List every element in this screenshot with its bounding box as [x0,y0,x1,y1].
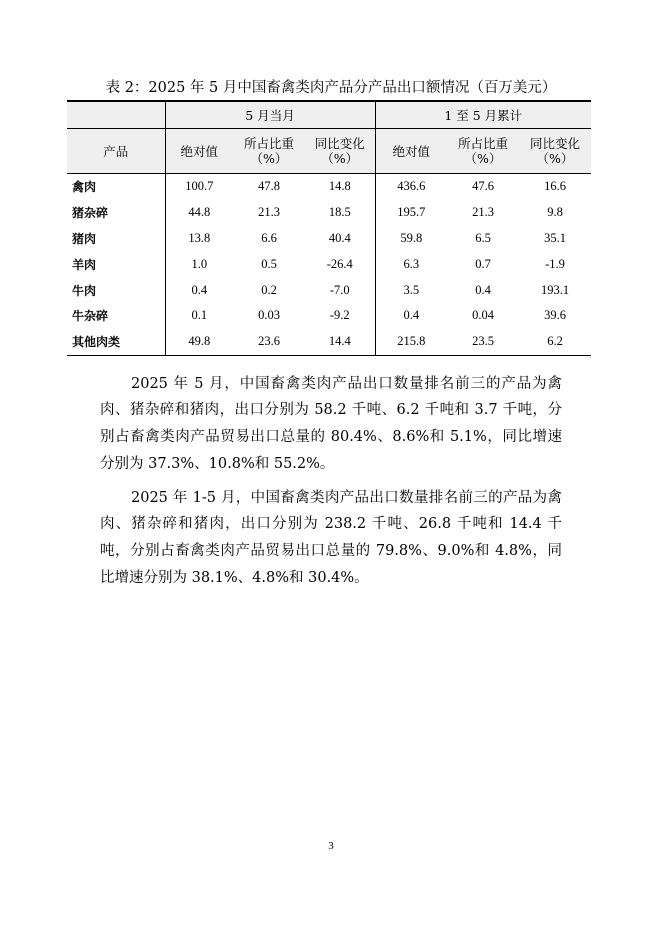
cell-ytd-abs: 0.4 [375,303,447,329]
table-caption: 表 2：2025 年 5 月中国畜禽类肉产品分产品出口额情况（百万美元） [105,80,557,96]
table-row [67,329,591,355]
cell-may-abs: 1.0 [165,251,233,277]
page-number: 3 [328,840,334,852]
table-group-header [67,101,591,129]
col-header-ytd-yoy [519,129,591,174]
cell-ytd-abs: 3.5 [375,277,447,303]
col-header-product: 产品 [67,129,165,174]
group-header-blank [67,101,165,129]
col-header-ytd-yoy-label: 同比变化 [529,136,580,151]
cell-ytd-yoy: 6.2 [519,329,591,355]
col-header-ytd-share-label: 所占比重 [457,136,508,151]
cell-product: 禽肉 [72,180,97,195]
col-header-may-yoy-label: 同比变化 [314,136,365,151]
cell-may-abs: 44.8 [165,200,233,226]
cell-may-yoy: 40.4 [328,230,351,245]
cell-ytd-yoy: 193.1 [540,282,570,297]
cell-product: 猪杂碎 [72,206,109,221]
cell-ytd-abs: 195.7 [375,200,447,226]
col-header-may-share-label: 所占比重 [243,136,294,151]
cell-ytd-yoy: 35.1 [544,230,566,245]
cell-may-abs: 0.1 [165,303,233,329]
cell-ytd-yoy: -1.9 [545,256,565,271]
cell-ytd-share: 47.6 [472,179,494,194]
cell-may-share: 6.6 [261,230,277,245]
cell-may-yoy: -26.4 [326,256,353,271]
table-row [67,174,591,200]
cell-ytd-abs: 6.3 [375,251,447,277]
cell-may-abs: 49.8 [165,329,233,355]
table-column-header [67,129,591,174]
cell-product: 猪肉 [72,231,97,246]
cell-ytd-share: 23.5 [447,329,519,355]
cell-may-yoy: 14.8 [328,179,351,194]
cell-product: 羊肉 [72,257,97,272]
cell-may-abs: 100.7 [165,174,233,200]
cell-may-share: 23.6 [233,329,305,355]
group-header-jan-may: 1 至 5 月累计 [375,101,591,129]
cell-ytd-yoy: 9.8 [547,205,563,220]
col-header-ytd-share-unit: （%） [464,151,502,166]
cell-may-yoy: 14.4 [305,329,375,355]
table-row [67,200,591,226]
col-header-ytd-yoy-unit: （%） [536,151,574,166]
cell-ytd-abs: 436.6 [375,174,447,200]
cell-may-share: 21.3 [258,205,280,220]
col-header-may-abs: 绝对值 [165,129,233,174]
col-header-ytd-share [447,129,519,174]
cell-may-share: 47.8 [258,179,280,194]
table-row [67,251,591,277]
col-header-may-share [233,129,305,174]
cell-product: 牛杂碎 [72,309,109,324]
col-header-may-yoy-unit: （%） [321,151,359,166]
cell-may-abs: 13.8 [165,226,233,252]
col-header-ytd-abs: 绝对值 [375,129,447,174]
cell-may-yoy: 18.5 [328,205,351,220]
table-row [67,226,591,252]
cell-ytd-share: 6.5 [475,230,491,245]
cell-ytd-abs: 59.8 [375,226,447,252]
cell-ytd-yoy: 16.6 [544,179,566,194]
cell-ytd-share: 0.4 [475,282,491,297]
paragraph-jan-may: 2025 年 1-5 月，中国畜禽类肉产品出口数量排名前三的产品为禽肉、猪杂碎和猪肉，出口分别为 238.2 千吨、26.8 千吨和 14.4 千吨，分别占畜禽类肉产品贸易出口总量的 79.8%、9.0%和 4.8%，同比增速分别为 38.1%、4.8%和 30.4%。 [100,489,562,586]
cell-may-yoy: -9.2 [329,308,350,323]
cell-ytd-yoy: 39.6 [544,308,566,323]
col-header-may-yoy [305,129,375,174]
cell-ytd-abs: 215.8 [375,329,447,355]
cell-may-yoy: -7.0 [329,282,350,297]
cell-ytd-share: 0.7 [475,256,491,271]
cell-may-share: 0.5 [261,256,277,271]
cell-ytd-share: 0.04 [472,308,494,323]
cell-product: 其他肉类 [67,329,165,355]
col-header-may-share-unit: （%） [250,151,288,166]
cell-may-share: 0.03 [258,308,280,323]
export-table [67,100,591,356]
paragraph-may: 2025 年 5 月，中国畜禽类肉产品出口数量排名前三的产品为禽肉、猪杂碎和猪肉，出口分别为 58.2 千吨、6.2 千吨和 3.7 千吨，分别占畜禽类肉产品贸易出口总量的 80.4%、8.6%和 5.1%，同比增速分别为 37.3%、10.8%和 55.2%。 [100,375,562,472]
cell-may-abs: 0.4 [165,277,233,303]
group-header-may: 5 月当月 [165,101,375,129]
cell-may-share: 0.2 [261,282,277,297]
cell-ytd-share: 21.3 [472,205,494,220]
table-row [67,277,591,303]
cell-product: 牛肉 [72,283,97,298]
table-row [67,303,591,329]
